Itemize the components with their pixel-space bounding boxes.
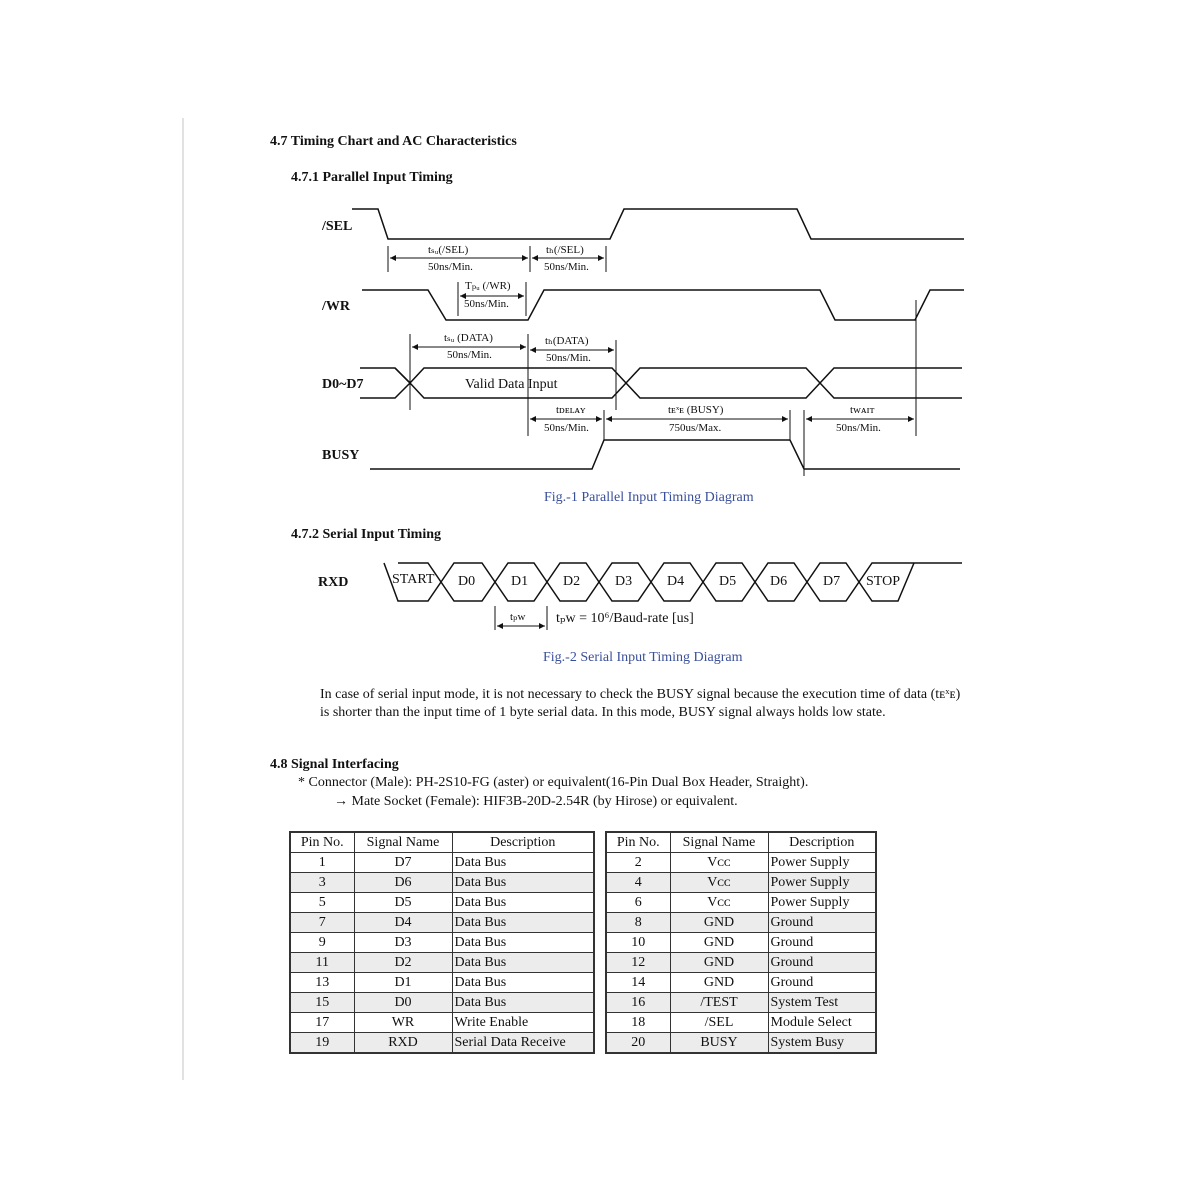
signal-sel-label: /SEL bbox=[322, 219, 353, 234]
signal-wr-label: /WR bbox=[322, 299, 350, 314]
bit-d4: D4 bbox=[667, 574, 685, 589]
table-row: 4 Vᴄᴄ Power Supply bbox=[606, 873, 876, 893]
table-row: 15 D0 Data Bus bbox=[290, 993, 594, 1013]
table-row: 10 GND Ground bbox=[606, 933, 876, 953]
bit-d1: D1 bbox=[511, 574, 529, 589]
serial-note-line1: In case of serial input mode, it is not necessary to check the BUSY signal because the execution time of data (tᴇˣᴇ) bbox=[320, 687, 961, 702]
table-row: 19 RXD Serial Data Receive bbox=[290, 1033, 594, 1054]
tpw-wr-label: Tₚᵤ (/WR) bbox=[465, 280, 511, 292]
bit-d3: D3 bbox=[615, 574, 633, 589]
parallel-timing-diagram bbox=[0, 0, 1200, 520]
valid-data-label: Valid Data Input bbox=[465, 377, 558, 392]
bit-d6: D6 bbox=[770, 574, 788, 589]
tpw-formula: tₚᴡ = 10⁶/Baud-rate [us] bbox=[556, 611, 694, 626]
th-data-value: 50ns/Min. bbox=[546, 352, 591, 364]
twait-value: 50ns/Min. bbox=[836, 422, 881, 434]
mate-socket-note: → Mate Socket (Female): HIF3B-20D-2.54R (by Hirose) or equivalent. bbox=[334, 794, 738, 809]
table-row: 17 WR Write Enable bbox=[290, 1013, 594, 1033]
signal-busy-label: BUSY bbox=[322, 448, 360, 463]
fig2-caption: Fig.-2 Serial Input Timing Diagram bbox=[543, 650, 743, 665]
section-471-title: 4.7.1 Parallel Input Timing bbox=[291, 170, 453, 185]
table-row: 9 D3 Data Bus bbox=[290, 933, 594, 953]
header-signal-name: Signal Name bbox=[670, 832, 768, 853]
connector-note: * Connector (Male): PH-2S10-FG (aster) or equivalent(16-Pin Dual Box Header, Straight). bbox=[298, 775, 809, 790]
serial-note-line2: is shorter than the input time of 1 byte serial data. In this mode, BUSY signal always holds low state. bbox=[320, 705, 886, 720]
pin-table-right bbox=[605, 831, 877, 1054]
tpw-wr-value: 50ns/Min. bbox=[464, 298, 509, 310]
header-description: Description bbox=[452, 832, 594, 853]
table-row: 2 Vᴄᴄ Power Supply bbox=[606, 853, 876, 873]
twait-label: tᴡᴀɪᴛ bbox=[850, 404, 875, 416]
th-sel-value: 50ns/Min. bbox=[544, 261, 589, 273]
table-row: 5 D5 Data Bus bbox=[290, 893, 594, 913]
texe-value: 750us/Max. bbox=[669, 422, 722, 434]
table-row: 8 GND Ground bbox=[606, 913, 876, 933]
section-472-title: 4.7.2 Serial Input Timing bbox=[291, 527, 442, 542]
serial-timing-diagram bbox=[0, 540, 1200, 640]
header-signal-name: Signal Name bbox=[354, 832, 452, 853]
tdelay-label: tᴅᴇʟᴀʏ bbox=[556, 404, 586, 416]
section-47-title: 4.7 Timing Chart and AC Characteristics bbox=[270, 134, 517, 149]
table-row: 14 GND Ground bbox=[606, 973, 876, 993]
bit-d5: D5 bbox=[719, 574, 737, 589]
tpw-label: tₚᴡ bbox=[510, 611, 526, 623]
table-row: 7 D4 Data Bus bbox=[290, 913, 594, 933]
pin-table-left bbox=[289, 831, 595, 1054]
table-row: 3 D6 Data Bus bbox=[290, 873, 594, 893]
th-data-label: tₕ(DATA) bbox=[545, 335, 589, 347]
bit-stop: STOP bbox=[866, 574, 900, 589]
tdelay-value: 50ns/Min. bbox=[544, 422, 589, 434]
bit-d2: D2 bbox=[563, 574, 581, 589]
table-row: 12 GND Ground bbox=[606, 953, 876, 973]
bit-d7: D7 bbox=[823, 574, 841, 589]
signal-rxd-label: RXD bbox=[318, 575, 349, 590]
header-pin-no: Pin No. bbox=[290, 832, 354, 853]
header-pin-no: Pin No. bbox=[606, 832, 670, 853]
table-row: 18 /SEL Module Select bbox=[606, 1013, 876, 1033]
tsu-sel-label: tₛᵤ(/SEL) bbox=[428, 244, 469, 256]
tsu-data-value: 50ns/Min. bbox=[447, 349, 492, 361]
table-row: 16 /TEST System Test bbox=[606, 993, 876, 1013]
table-row: 6 Vᴄᴄ Power Supply bbox=[606, 893, 876, 913]
bit-d0: D0 bbox=[458, 574, 476, 589]
th-sel-label: tₕ(/SEL) bbox=[546, 244, 584, 256]
signal-data-label: D0~D7 bbox=[322, 377, 364, 392]
bit-start: START bbox=[392, 572, 435, 587]
table-row: 1 D7 Data Bus bbox=[290, 853, 594, 873]
fig1-caption: Fig.-1 Parallel Input Timing Diagram bbox=[544, 490, 754, 505]
table-row: 13 D1 Data Bus bbox=[290, 973, 594, 993]
table-row: 20 BUSY System Busy bbox=[606, 1033, 876, 1054]
tsu-sel-value: 50ns/Min. bbox=[428, 261, 473, 273]
header-description: Description bbox=[768, 832, 876, 853]
tsu-data-label: tₛᵤ (DATA) bbox=[444, 332, 493, 344]
section-48-title: 4.8 Signal Interfacing bbox=[270, 757, 399, 772]
table-row: 11 D2 Data Bus bbox=[290, 953, 594, 973]
texe-label: tᴇˣᴇ (BUSY) bbox=[668, 404, 724, 416]
